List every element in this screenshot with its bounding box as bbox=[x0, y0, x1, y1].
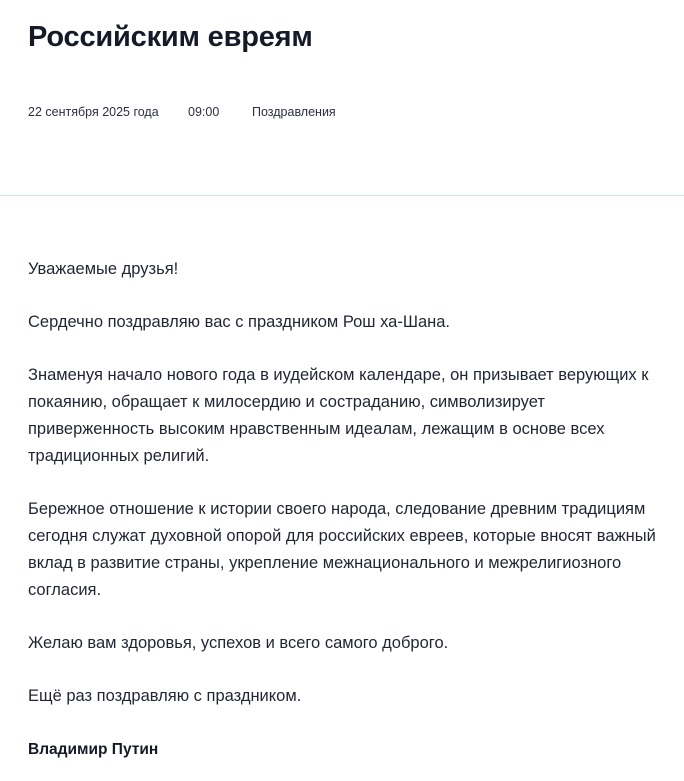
body-paragraph: Ещё раз поздравляю с праздником. bbox=[28, 687, 302, 705]
greeting-paragraph: Уважаемые друзья! bbox=[28, 260, 179, 278]
article-header bbox=[0, 0, 684, 196]
body-paragraph: Желаю вам здоровья, успехов и всего самого доброго. bbox=[28, 634, 449, 652]
article-body bbox=[28, 256, 658, 736]
body-paragraph: Знаменуя начало нового года в иудейском календаре, он призывает верующих к покаянию, обращает к милосердию и состраданию, символизирует приверженность высоким нравственным идеалам, лежащим в основе всех традиционных религий. bbox=[28, 366, 649, 465]
page-title: Российским евреям bbox=[28, 21, 313, 53]
body-paragraph: Бережное отношение к истории своего народа, следование древним традициям сегодня служат духовной опорой для российских евреев, которые вносят важный вклад в развитие страны, укрепление межнационального и межрелигиозного согласия. bbox=[28, 500, 656, 599]
category-link[interactable]: Поздравления bbox=[252, 105, 336, 119]
body-paragraph: Сердечно поздравляю вас с праздником Рош ха-Шана. bbox=[28, 313, 451, 331]
publication-date: 22 сентября 2025 года bbox=[28, 105, 159, 119]
publication-time: 09:00 bbox=[188, 105, 220, 119]
signature: Владимир Путин bbox=[28, 741, 159, 758]
